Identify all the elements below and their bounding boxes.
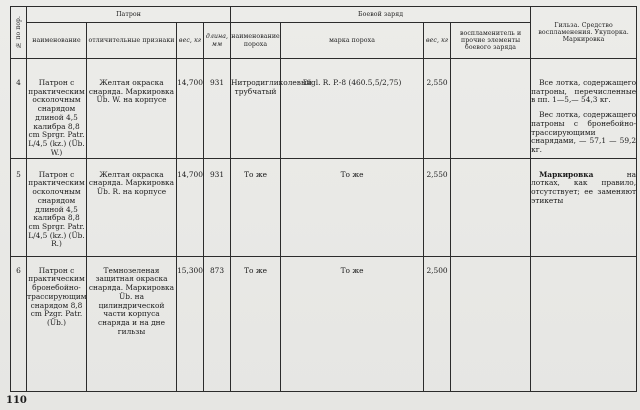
header-powder-brand: марка пороха: [281, 23, 424, 59]
casing-marking-label: Маркировка: [539, 169, 594, 179]
header-features: отличительные признаки: [87, 23, 177, 59]
header-group-patron: Патрон: [27, 7, 231, 23]
casing-marking-text: на лотках, как правило, отсутствует; ее заменяют этикеты: [531, 169, 637, 205]
table-row: [11, 256, 637, 391]
row-num: 5: [11, 158, 27, 256]
row-powder-name: Нитродигликолевый трубчатый: [231, 59, 281, 159]
header-powder-name: наименование пороха: [231, 23, 281, 59]
header-num: № по пор.: [11, 7, 27, 59]
header-igniter: воспламенитель и прочие элементы боевого заряда: [451, 23, 531, 59]
row-num: 6: [11, 256, 27, 391]
row-length: 931: [204, 59, 231, 159]
row-charge-weight: 2,500: [424, 256, 451, 391]
row-length: 931: [204, 158, 231, 256]
casing-note-1: Все лотка, содержащего патроны, перечисленные в пп. 1—5,— 54,3 кг.: [531, 78, 637, 105]
row-charge-weight: 2,550: [424, 158, 451, 256]
row-casing: [531, 59, 637, 159]
header-casing: Гильза. Средство воспламенения. Укупорка. Маркировка: [531, 7, 637, 59]
row-charge-weight: 2,550: [424, 59, 451, 159]
row-name: Патрон с практическим бронебойно-трассирующим снарядом 8,8 cm Pzgr. Patr. (Üb.): [27, 256, 87, 391]
row-length: 873: [204, 256, 231, 391]
row-igniter: [451, 158, 531, 256]
table-row: [11, 158, 637, 256]
ammunition-table: [10, 6, 637, 392]
row-features: Темнозеленая защитная окраска снаряда. Маркировка Üb. на цилиндрической части корпуса снаряда и на дне гильзы: [87, 256, 177, 391]
header-charge-weight: вес, кг: [424, 23, 451, 59]
row-weight: 15,300: [177, 256, 204, 391]
row-features: Желтая окраска снаряда. Маркировка Üb. W. на корпусе: [87, 59, 177, 159]
header-name: наименование: [27, 23, 87, 59]
row-casing: [531, 256, 637, 391]
header-length: длина, мм: [204, 23, 231, 59]
row-name: Патрон с практическим осколочным снарядом длиной 4,5 калибра 8,8 cm Sprgr. Patr. L/4,5 (kz.) (Üb. R.): [27, 158, 87, 256]
row-powder-brand: То же: [281, 158, 424, 256]
row-igniter: [451, 256, 531, 391]
row-name: Патрон с практическим осколочным снарядом длиной 4,5 калибра 8,8 cm Sprgr. Patr. L/4,5 (kz.) (Üb. W.): [27, 59, 87, 159]
row-weight: 14,700: [177, 158, 204, 256]
header-row-groups: [11, 7, 637, 23]
row-powder-brand: То же: [281, 256, 424, 391]
casing-note-2: Вес лотка, содержащего патроны с бронебойно-трассирующими снарядами, — 57,1 — 59,2 кг.: [531, 110, 637, 155]
row-igniter: [451, 59, 531, 159]
header-group-charge: Боевой заряд: [231, 7, 531, 23]
row-powder-name: То же: [231, 158, 281, 256]
page-number: 110: [6, 395, 27, 406]
row-powder-name: То же: [231, 256, 281, 391]
header-weight: вес, кг: [177, 23, 204, 59]
row-powder-brand: Digl. R. P.-8 (460.5,5/2,75): [281, 59, 424, 159]
row-num: 4: [11, 59, 27, 159]
row-weight: 14,700: [177, 59, 204, 159]
row-features: Желтая окраска снаряда. Маркировка Üb. R. на корпусе: [87, 158, 177, 256]
row-casing: [531, 158, 637, 256]
table-row: [11, 59, 637, 159]
